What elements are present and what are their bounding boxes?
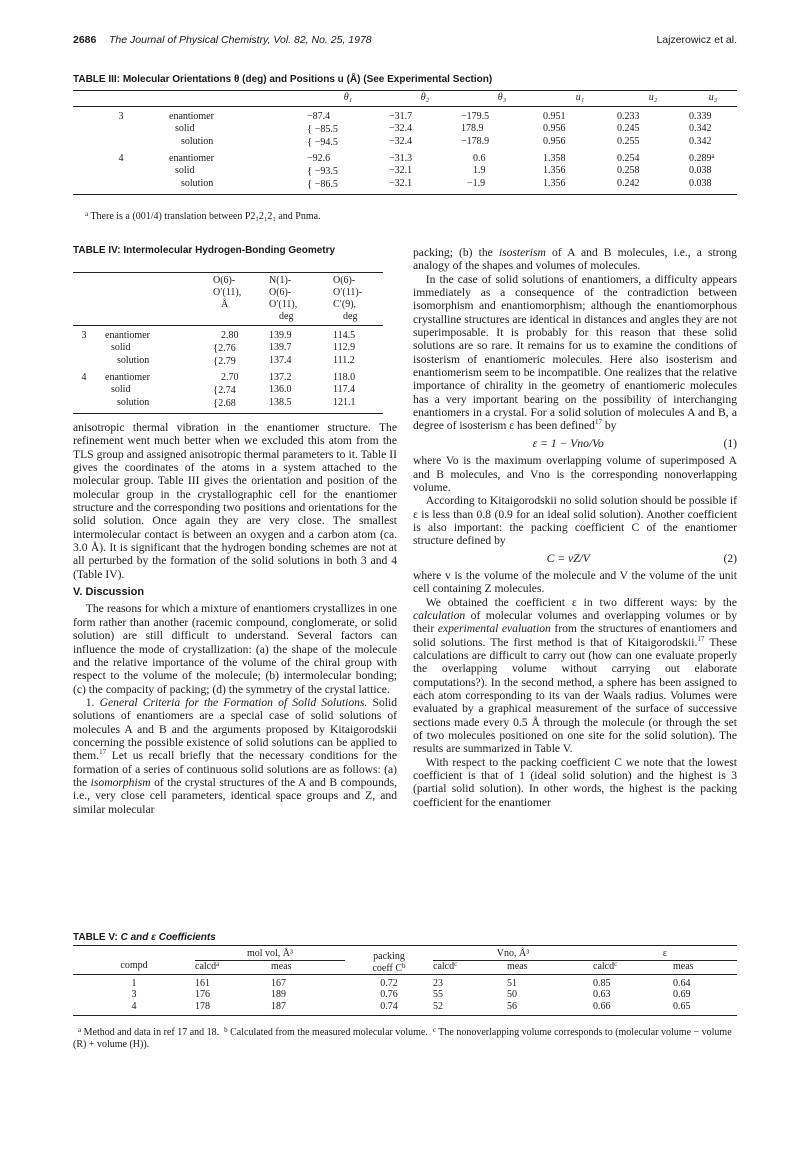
cell: −31.3 bbox=[389, 153, 413, 164]
page-header bbox=[73, 34, 737, 50]
cell: −92.6 bbox=[307, 153, 331, 164]
right-column bbox=[413, 246, 737, 809]
table5-title: C and ε Coefficients bbox=[120, 932, 216, 943]
cell: 1.356 bbox=[543, 178, 566, 189]
cell: 0.233 bbox=[617, 111, 640, 122]
table-row bbox=[73, 342, 383, 355]
reference-mark: 17 bbox=[594, 418, 602, 427]
table-row bbox=[73, 178, 737, 191]
cell: 55 bbox=[433, 989, 443, 1000]
row-label: solid bbox=[111, 342, 131, 353]
table5-col-header: meas bbox=[271, 960, 345, 975]
table4 bbox=[73, 272, 383, 414]
left-column bbox=[73, 421, 397, 816]
table4-title: Intermolecular Hydrogen-Bonding Geometry bbox=[123, 245, 336, 256]
cell: 111.2 bbox=[333, 355, 355, 366]
cell: 0.63 bbox=[593, 989, 611, 1000]
cell: 112.9 bbox=[333, 342, 356, 353]
table5-col-header: mol vol, Å³ bbox=[195, 946, 345, 961]
row-label: enantiomer bbox=[105, 330, 150, 341]
paragraph: where v is the volume of the molecule and V the volume of the unit cell containing Z molecules. bbox=[413, 568, 737, 596]
cell: 137.4 bbox=[269, 355, 292, 366]
cell: 114.5 bbox=[333, 330, 356, 341]
table-row bbox=[73, 123, 737, 136]
paragraph: packing; (b) the isosterism of A and B molecules, i.e., a strong analogy of the shapes and volumes of molecules. bbox=[413, 246, 737, 273]
page-number: 2686 bbox=[73, 34, 97, 46]
cell: 23 bbox=[433, 977, 443, 989]
paragraph: anisotropic thermal vibration in the enantiomer structure. The refinement went much better when we excluded this atom from the TLS group and assigned anisotropic thermal parameters to it. Table II gives the coordinates of the atoms in a system attached to the molecular group. Table III gives the orientation and position of the molecular group in the crystallographic cell for the enantiomer structure and the corresponding two positions and orientations for the solid solution. Once again they are very close. The smallest intermolecular contact is between an oxygen and a carbon atom (ca. 3.0 Å). It is significant that the hydrogen bonding schemes are not at all perturbed by the formation of the solid solutions in both 3 and 4 (Table IV). bbox=[73, 421, 397, 581]
cell: 176 bbox=[195, 989, 210, 1000]
table5-col-header: calcd$^c$ bbox=[593, 960, 673, 975]
table3-header-row bbox=[73, 91, 737, 107]
cell: 0.66 bbox=[593, 1000, 611, 1012]
cell: 187 bbox=[271, 1000, 286, 1012]
compound-number: 3 bbox=[81, 330, 87, 341]
table3-col-header: θ₂ bbox=[389, 91, 461, 107]
equation-1: ε = 1 − Vno/Vo (1) bbox=[532, 436, 737, 450]
cell: {2.68 bbox=[213, 397, 236, 409]
row-label: enantiomer bbox=[105, 372, 150, 383]
row-label: enantiomer bbox=[169, 153, 214, 164]
cell: { −94.5 bbox=[307, 136, 338, 148]
table4-col-header: N(1)- O(6)- O′(11), deg bbox=[269, 273, 333, 326]
cell: 0.242 bbox=[617, 178, 640, 189]
cell: 178.9 bbox=[461, 123, 484, 134]
table3-col-header: θ₃ bbox=[461, 91, 543, 107]
table3-col-header: u₃ bbox=[689, 91, 737, 107]
cell: 1.356 bbox=[543, 165, 566, 176]
table5-header-row bbox=[73, 946, 737, 961]
cell: −32.4 bbox=[389, 123, 413, 134]
table5-label: TABLE V: bbox=[73, 932, 118, 943]
cell: 178 bbox=[195, 1000, 210, 1012]
cell: 1.9 bbox=[473, 165, 486, 176]
row-label: solution bbox=[181, 178, 214, 189]
cell: 1.358 bbox=[543, 153, 566, 164]
cell: 52 bbox=[433, 1000, 443, 1012]
table3-col-header: u₁ bbox=[543, 91, 617, 107]
cell: 0.289$^a$ bbox=[689, 152, 715, 164]
cell: 0.038 bbox=[689, 165, 712, 176]
table-row bbox=[73, 153, 737, 165]
row-label: solid bbox=[111, 384, 131, 395]
table3-label: TABLE III: bbox=[73, 74, 121, 85]
table-row bbox=[73, 165, 737, 178]
running-authors: Lajzerowicz et al. bbox=[656, 34, 737, 46]
table-row bbox=[73, 1001, 737, 1013]
cell: 118.0 bbox=[333, 372, 356, 383]
paragraph: According to Kitaigorodskii no solid solution should be possible if ε is less than 0.8 (0.9 for an ideal solid solution). Another coefficient is also important: the packing coefficient C of the enantiomer structure defined by bbox=[413, 494, 737, 548]
cell: 139.9 bbox=[269, 330, 292, 341]
compound-number: 4 bbox=[81, 372, 87, 383]
table5-footnotes: $^a$ Method and data in ref 17 and 18. $^b$ Calculated from the measured molecular volume. $^c$ The nonoverlapping volume corresponds to (molecular volume − volume (R) + volume (H)). bbox=[73, 1026, 732, 1050]
cell: 56 bbox=[507, 1000, 517, 1012]
table-row bbox=[73, 330, 383, 342]
cell: 0.956 bbox=[543, 123, 566, 134]
cell: −87.4 bbox=[307, 111, 331, 122]
cell: 2.80 bbox=[221, 330, 239, 341]
cell: {2.74 bbox=[213, 384, 236, 396]
paragraph: With respect to the packing coefficient C we note that the lowest coefficient is that of 1 (ideal solid solution) and the highest is 3 (partial solid solution). In other words, the highest is the packing coefficient for the enantiomer bbox=[413, 755, 737, 809]
compound-number: 3 bbox=[118, 111, 124, 122]
cell: 0.65 bbox=[673, 1000, 691, 1012]
cell: 189 bbox=[271, 989, 286, 1000]
table4-header-row bbox=[73, 273, 383, 326]
table3-col-header: θ₁ bbox=[307, 91, 389, 107]
cell: 117.4 bbox=[333, 384, 356, 395]
equation-2: C = vZ/V (2) bbox=[546, 551, 737, 565]
cell: 0.255 bbox=[617, 136, 640, 147]
cell: 0.951 bbox=[543, 111, 566, 122]
cell: 51 bbox=[507, 977, 517, 989]
cell: {2.79 bbox=[213, 355, 236, 367]
row-label: solid bbox=[175, 123, 195, 134]
cell: { −86.5 bbox=[307, 178, 338, 190]
table4-col-header: O(6)- O′(11), Å bbox=[213, 273, 269, 326]
equation-number: (1) bbox=[723, 436, 737, 450]
cell: 2.70 bbox=[221, 372, 239, 383]
section-heading: V. Discussion bbox=[73, 586, 145, 599]
subsection-title: General Criteria for the Formation of Solid Solutions. bbox=[99, 695, 368, 709]
cell: 0.254 bbox=[617, 153, 640, 164]
row-label: solution bbox=[117, 355, 150, 366]
table3-title: Molecular Orientations θ (deg) and Positions u (Å) (See Experimental Section) bbox=[122, 74, 493, 85]
table-row bbox=[73, 372, 383, 384]
cell: 0.038 bbox=[689, 178, 712, 189]
table5-col-header: calcd$^a$ bbox=[195, 960, 271, 975]
cell: 0.6 bbox=[473, 153, 486, 164]
paragraph: In the case of solid solutions of enantiomers, a difficulty appears immediately as a consequence of the contradiction between isomorphism and enantiomorphism; although the enantiomorphous crystalline structures are identical in distances and angles they are not superimposable. It is probably for this reason that these solid solutions are so rare. It remains for us to examine the conditions of isosterism of enantiomeric molecules. Here also isosterism and enantiomerism seem to be incompatible. One realizes that the relative importance of chirality in the geometry of enantiomeric molecules has a very important bearing on the possibility of interchanging enantiomers in a crystal. For a solid solution of molecules A and B, a degree of isosterism ε has been defined$^{17}$ by bbox=[413, 272, 737, 433]
table5 bbox=[73, 945, 737, 1016]
cell: 0.76 bbox=[380, 989, 398, 1000]
reference-mark: 17 bbox=[697, 634, 705, 643]
row-label: solution bbox=[181, 136, 214, 147]
cell: 50 bbox=[507, 989, 517, 1000]
cell: 137.2 bbox=[269, 372, 292, 383]
cell: 138.5 bbox=[269, 397, 292, 408]
cell: −179.5 bbox=[461, 111, 490, 122]
row-label: solution bbox=[117, 397, 150, 408]
table3-footnote: $^a$ There is a (001/4) translation between P2₁2₁2₁ and Pnma. bbox=[85, 210, 321, 222]
cell: 0.69 bbox=[673, 989, 691, 1000]
journal-citation: The Journal of Physical Chemistry, Vol. 82, No. 25, 1978 bbox=[109, 34, 372, 46]
cell: 0.342 bbox=[689, 123, 712, 134]
cell: −178.9 bbox=[461, 136, 490, 147]
cell: { −85.5 bbox=[307, 123, 338, 135]
paragraph: 1. General Criteria for the Formation of Solid Solutions. Solid solutions of enantiomers are a special case of solid solutions of molecules A and B and the arguments proposed by Kitaigorodskii concerning the possible existence of solid solutions can be applied to them.$^{17}$ Let us recall briefly that the necessary conditions for the formation of a series of continuous solid solutions are as follows: (a) the isomorphism of the crystal structures of the A and B compounds, i.e., very close cell parameters, identical space groups and Z, and similar molecular bbox=[73, 695, 397, 816]
paragraph: We obtained the coefficient ε in two different ways: by the calculation of molecular volumes and overlapping volumes or by their experimental evaluation from the structures of enantiomers and solid solutions. The first method is that of Kitaigorodskii.$^{17}$ These calculations are difficult to carry out (how can one evaluate properly the overlapping volume without carrying out elaborate computations?). In the second method, a sphere has been assigned to each atom corresponding to its van der Waals radius. Volumes were evaluated by a graphical measurement of the surface of successive sections made every 0.5 Å through the molecule (or through the set of two molecules positioned on one site for the solid solution). The results are summarized in Table V. bbox=[413, 595, 737, 756]
table3-caption bbox=[73, 74, 492, 85]
table5-col-header: packing coeff $C^b$ bbox=[345, 946, 433, 975]
table5-col-header: calcd$^c$ bbox=[433, 960, 507, 975]
cell: −32.1 bbox=[389, 178, 413, 189]
compound-number: 3 bbox=[131, 989, 137, 1000]
compound-number: 4 bbox=[131, 1000, 137, 1012]
footnote-mark: a bbox=[85, 210, 89, 218]
cell: 0.74 bbox=[380, 1000, 398, 1012]
cell: 136.0 bbox=[269, 384, 292, 395]
table5-col-header: compd bbox=[73, 960, 195, 975]
table3 bbox=[73, 90, 737, 195]
compound-number: 1 bbox=[131, 977, 137, 989]
table-row bbox=[73, 111, 737, 123]
table-row bbox=[73, 355, 383, 368]
table5-col-header: meas bbox=[673, 960, 737, 975]
cell: 0.245 bbox=[617, 123, 640, 134]
cell: −32.1 bbox=[389, 165, 413, 176]
table5-caption bbox=[73, 932, 216, 943]
table4-col-header: O(6)- O′(11)- C′(9), deg bbox=[333, 273, 383, 326]
cell: 0.339 bbox=[689, 111, 712, 122]
cell: −1.9 bbox=[467, 178, 486, 189]
equation-number: (2) bbox=[723, 551, 737, 565]
cell: 0.72 bbox=[380, 977, 398, 989]
table5-col-header: ε bbox=[593, 946, 737, 961]
table5-col-header: Vno, Å³ bbox=[433, 946, 593, 961]
table4-caption bbox=[73, 245, 383, 257]
table-row bbox=[73, 989, 737, 1001]
cell: 0.258 bbox=[617, 165, 640, 176]
cell: 0.342 bbox=[689, 136, 712, 147]
cell: −31.7 bbox=[389, 111, 413, 122]
cell: 161 bbox=[195, 977, 210, 989]
paragraph: where Vo is the maximum overlapping volume of superimposed A and B molecules, and Vno is the corresponding nonoverlapping volume. bbox=[413, 454, 737, 494]
table4-label: TABLE IV: bbox=[73, 245, 121, 256]
table3-col-header: u₂ bbox=[617, 91, 689, 107]
footnote-mark: a bbox=[711, 152, 715, 160]
table-row bbox=[73, 384, 383, 397]
cell: 0.956 bbox=[543, 136, 566, 147]
row-label: enantiomer bbox=[169, 111, 214, 122]
table-row bbox=[73, 978, 737, 990]
table5-col-header: meas bbox=[507, 960, 593, 975]
cell: {2.76 bbox=[213, 342, 236, 354]
cell: 121.1 bbox=[333, 397, 356, 408]
reference-mark: 17 bbox=[99, 748, 107, 757]
cell: 0.64 bbox=[673, 977, 691, 989]
table-row bbox=[73, 136, 737, 149]
cell: { −93.5 bbox=[307, 165, 338, 177]
table-row bbox=[73, 397, 383, 410]
cell: 167 bbox=[271, 977, 286, 989]
cell: −32.4 bbox=[389, 136, 413, 147]
cell: 0.85 bbox=[593, 977, 611, 989]
row-label: solid bbox=[175, 165, 195, 176]
paragraph: The reasons for which a mixture of enantiomers crystallizes in one form rather than another (racemic compound, conglomerate, or solid solution) are still difficult to understand. Several factors can influence the mode of crystallization: (a) the shape of the molecule and the relative importance of the volume of the chiral group with respect to the volume of the molecule; (b) intermolecular bonding; (c) the compacity of packing; (d) the symmetry of the crystal lattice. bbox=[73, 602, 397, 696]
compound-number: 4 bbox=[118, 153, 124, 164]
cell: 139.7 bbox=[269, 342, 292, 353]
